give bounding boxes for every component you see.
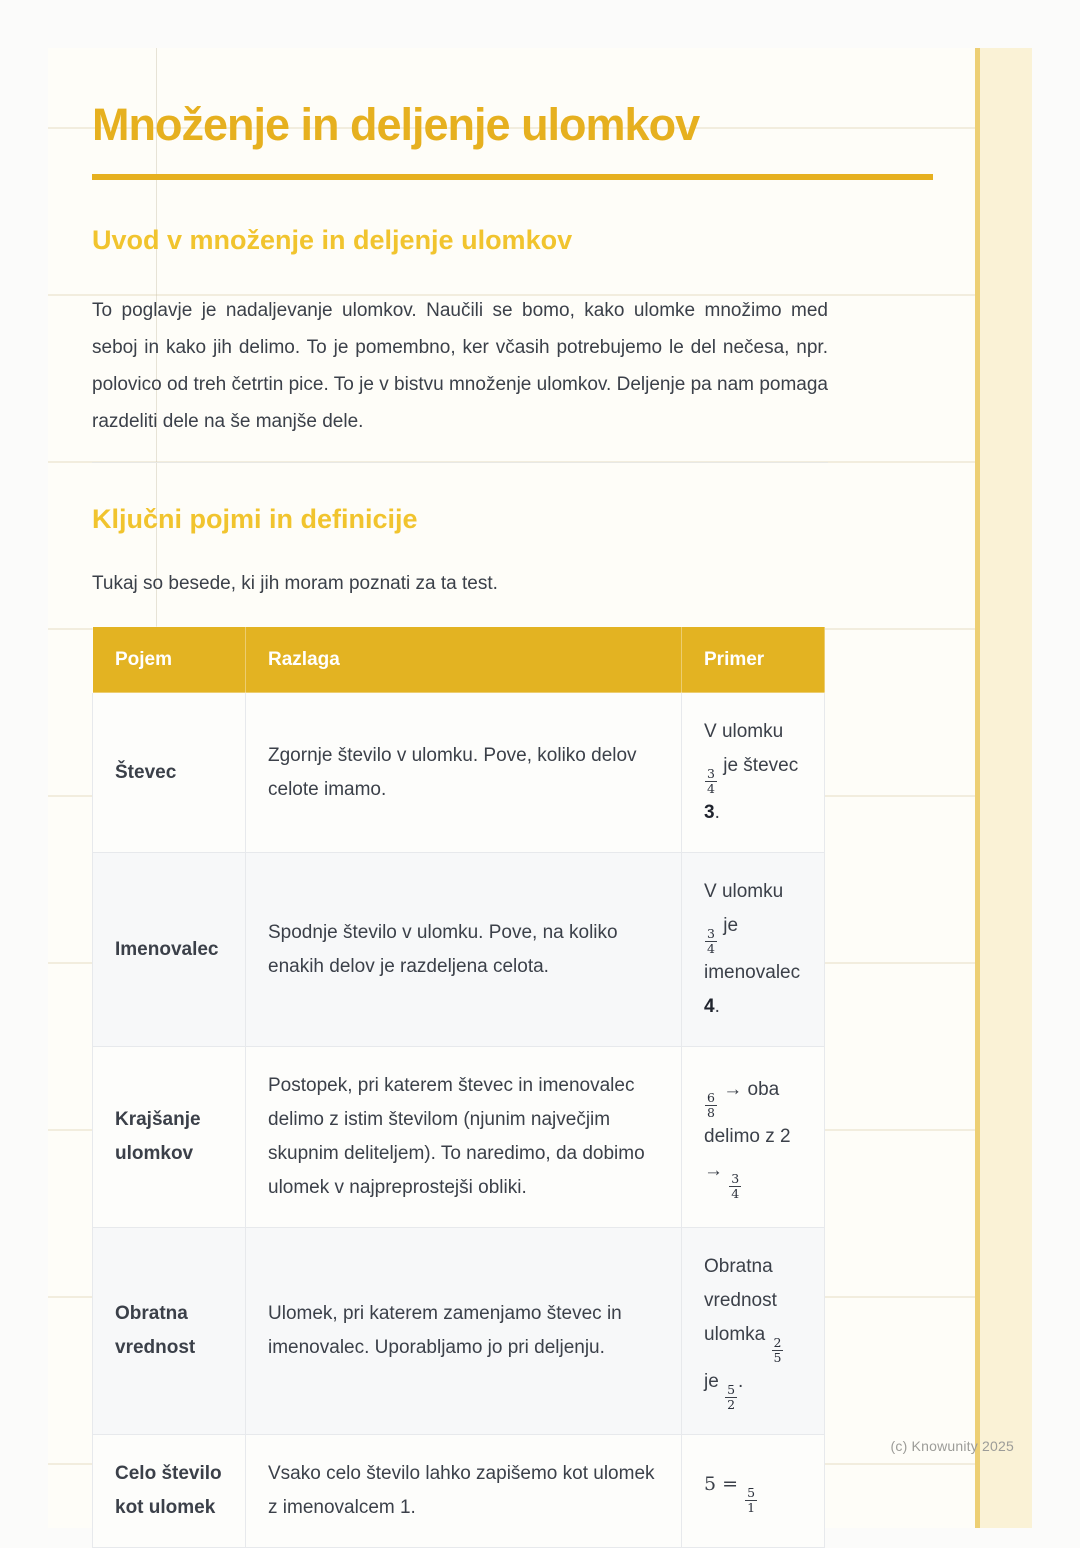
table-row [93,1228,825,1435]
page-accent-band [980,48,1032,1528]
fraction-denominator: 8 [707,1105,715,1121]
terms-intro-text: Tukaj so besede, ki jih moram poznati za ta test. [92,573,498,595]
fraction-numerator: 5 [727,1381,736,1397]
example-cell [682,693,825,853]
example-cell [682,1047,825,1228]
example-text: je [704,1371,725,1393]
example-text: → oba delimo z 2 → [704,1079,791,1182]
example-text: V ulomku [704,721,784,743]
table-row [93,1434,825,1547]
fraction [772,1336,784,1365]
document-page [48,48,1032,1528]
fraction-numerator: 3 [731,1171,740,1187]
intro-paragraph: To poglavje je nadaljevanje ulomkov. Naučili se bomo, kako ulomke množimo med seboj in kako jih delimo. To je pomembno, ker včasih potrebujemo le del nečesa, npr. polovico od treh četrtin pice. To je v bistvu množenje ulomkov. Deljenje pa nam pomaga razdeliti dele na še manjše dele. [92,300,828,433]
term-cell: Obratna vrednost [93,1228,246,1435]
title-underline [92,174,933,180]
table-row [93,1047,825,1228]
table-row [93,693,825,853]
column-header-razlaga: Razlaga [246,627,682,693]
fraction-denominator: 5 [773,1350,782,1366]
fraction [729,1172,741,1201]
example-text: . [714,996,720,1018]
explanation-cell: Postopek, pri katerem števec in imenovalec delimo z istim številom (njunim največjim skupnim deliteljem). To naredimo, da dobimo ulomek v najpreprostejši obliki. [246,1047,682,1228]
term-cell: Imenovalec [93,853,246,1047]
explanation-cell: Spodnje število v ulomku. Pove, na koliko enakih delov je razdeljena celota. [246,853,682,1047]
fraction [705,767,717,796]
copyright-watermark: (c) Knowunity 2025 [890,1438,1014,1454]
section-divider [92,462,828,463]
example-bold-number: 3 [704,802,715,824]
example-math: 5 = [704,1472,745,1495]
fraction [725,1383,737,1412]
example-cell [682,1434,825,1547]
table-header-row [93,627,825,693]
fraction-denominator: 2 [727,1396,736,1412]
example-text: . [714,802,720,824]
fraction-denominator: 4 [707,941,715,957]
term-cell: Krajšanje ulomkov [93,1047,246,1228]
fraction-numerator: 2 [773,1335,782,1351]
fraction-denominator: 4 [707,781,715,797]
explanation-cell: Ulomek, pri katerem zamenjamo števec in imenovalec. Uporabljamo jo pri deljenju. [246,1228,682,1435]
fraction-denominator: 1 [747,1499,756,1515]
key-terms-table [92,626,825,1548]
page-content [92,48,828,1548]
example-text: V ulomku [704,881,784,903]
example-text: je imenovalec [704,915,801,984]
fraction [745,1486,757,1515]
section-heading-intro: Uvod v množenje in deljenje ulomkov [92,225,573,256]
example-cell [682,853,825,1047]
example-text: Obratna vrednost ulomka [704,1256,777,1346]
example-text: . [738,1371,744,1393]
fraction-denominator: 4 [731,1186,740,1202]
term-cell: Števec [93,693,246,853]
explanation-cell: Zgornje število v ulomku. Pove, koliko delov celote imamo. [246,693,682,853]
example-bold-number: 4 [704,996,715,1018]
example-text: je števec [717,755,799,777]
fraction [705,927,717,956]
fraction-numerator: 3 [707,766,715,782]
section-heading-terms: Ključni pojmi in definicije [92,504,418,535]
column-header-pojem: Pojem [93,627,246,693]
fraction-numerator: 6 [707,1090,715,1106]
fraction [705,1091,717,1120]
page-title: Množenje in deljenje ulomkov [92,99,700,150]
term-cell: Celo število kot ulomek [93,1434,246,1547]
fraction-numerator: 5 [747,1484,756,1500]
column-header-primer: Primer [682,627,825,693]
example-cell [682,1228,825,1435]
table-row [93,853,825,1047]
explanation-cell: Vsako celo število lahko zapišemo kot ulomek z imenovalcem 1. [246,1434,682,1547]
fraction-numerator: 3 [707,926,715,942]
